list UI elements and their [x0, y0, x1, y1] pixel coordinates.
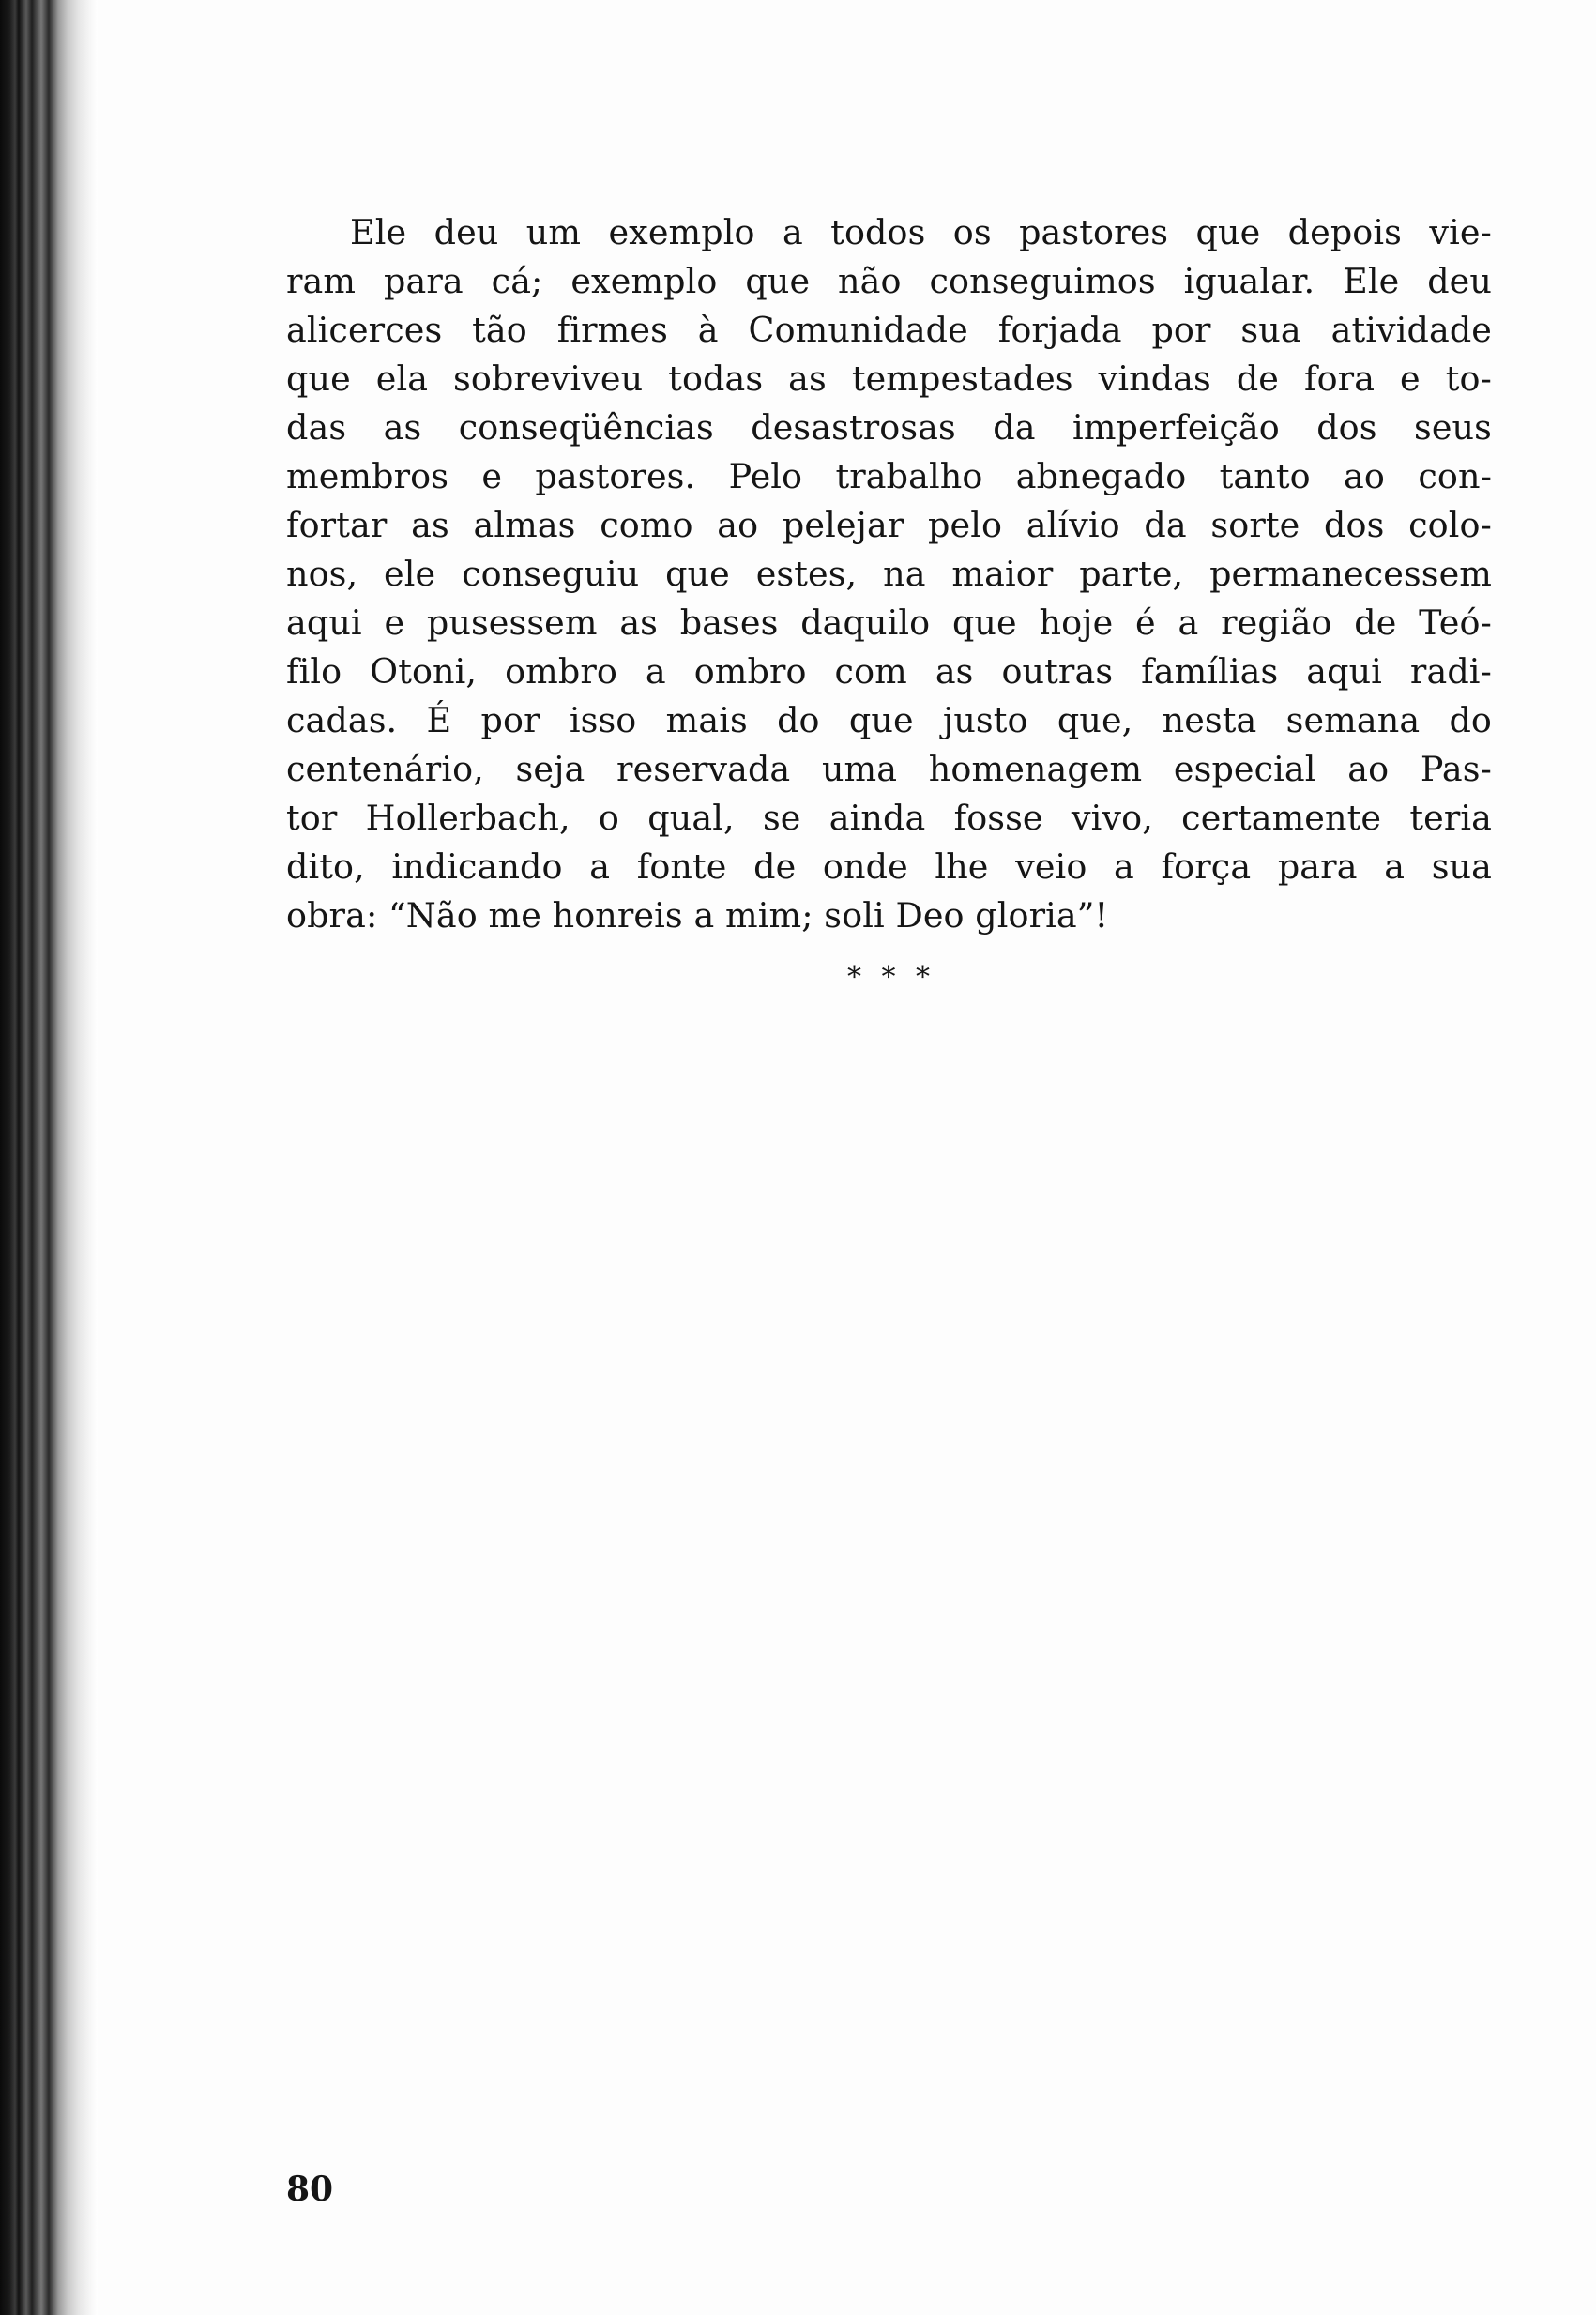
paragraph-line: que ela sobreviveu todas as tempestades vindas de fora e to- — [286, 358, 1492, 399]
paragraph-line: centenário, seja reservada uma homenagem especial ao Pas- — [286, 749, 1492, 789]
paragraph-line: aqui e pusessem as bases daquilo que hoje é a região de Teó- — [286, 602, 1492, 643]
page-number: 80 — [286, 2170, 334, 2209]
paragraph-line: das as conseqüências desastrosas da imperfeição dos seus — [286, 407, 1492, 448]
paragraph-line: Ele deu um exemplo a todos os pastores que depois vie- — [350, 212, 1492, 252]
paragraph-line: cadas. É por isso mais do que justo que, nesta semana do — [286, 700, 1492, 740]
paragraph-line: filo Otoni, ombro a ombro com as outras famílias aqui radi- — [286, 651, 1492, 692]
book-binding-edge — [0, 0, 98, 2315]
body-paragraph — [286, 208, 1492, 940]
paragraph-line: alicerces tão firmes à Comunidade forjada por sua atividade — [286, 310, 1492, 350]
section-separator: * * * — [846, 961, 936, 994]
paragraph-line: ram para cá; exemplo que não conseguimos igualar. Ele deu — [286, 261, 1492, 301]
paragraph-line: nos, ele conseguiu que estes, na maior parte, permanecessem — [286, 554, 1492, 594]
paragraph-line: obra: “Não me honreis a mim; soli Deo gloria”! — [286, 895, 1109, 936]
paragraph-line: dito, indicando a fonte de onde lhe veio a força para a sua — [286, 846, 1492, 887]
paragraph-line: membros e pastores. Pelo trabalho abnegado tanto ao con- — [286, 456, 1492, 496]
paragraph-line: fortar as almas como ao pelejar pelo alívio da sorte dos colo- — [286, 505, 1492, 545]
paragraph-line: tor Hollerbach, o qual, se ainda fosse vivo, certamente teria — [286, 798, 1492, 838]
